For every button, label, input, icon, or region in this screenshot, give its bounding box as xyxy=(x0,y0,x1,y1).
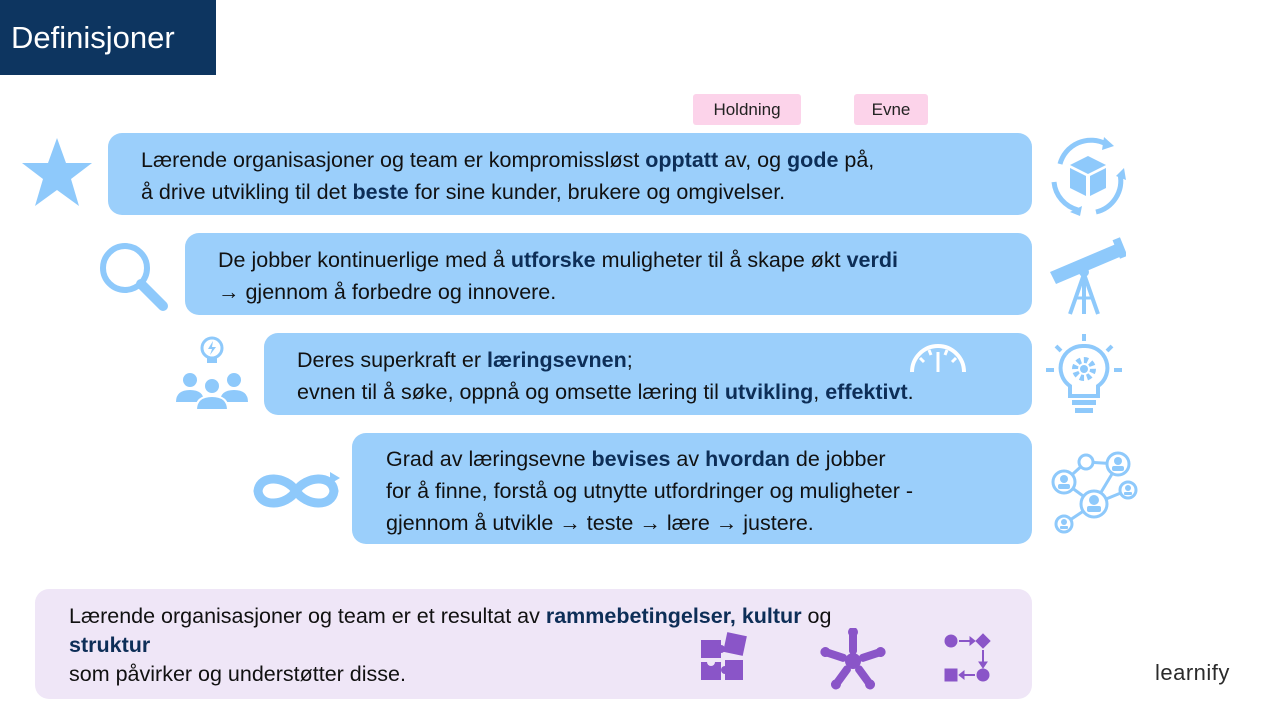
definition-2-line-2: → gjennom å forbedre og innovere. xyxy=(218,280,557,304)
telescope-icon xyxy=(1044,236,1126,316)
definition-2-line-1: De jobber kontinuerlige med å utforske muligheter til å skape økt verdi xyxy=(218,248,898,272)
conclusion-line-2: struktur xyxy=(69,633,151,657)
definition-box-2 xyxy=(185,233,1032,315)
lightbulb-gear-icon xyxy=(1044,332,1124,418)
definition-1-line-1: Lærende organisasjoner og team er kompromissløst opptatt av, og gode på, xyxy=(141,148,875,172)
star-icon xyxy=(20,136,94,210)
definition-3-line-1: Deres superkraft er læringsevnen; xyxy=(297,348,633,372)
tag-evne: Evne xyxy=(854,94,928,125)
definition-1-line-2: å drive utvikling til det beste for sine kunder, brukere og omgivelser. xyxy=(141,180,786,204)
tag-holdning: Holdning xyxy=(693,94,801,125)
definition-4-line-1: Grad av læringsevne bevises av hvordan de jobber xyxy=(386,447,886,471)
definition-4-line-3: gjennom å utvikle → teste → lære → justere. xyxy=(386,511,814,535)
network-people-icon xyxy=(1044,450,1140,536)
process-flow-icon xyxy=(943,632,993,684)
learnify-logo: learnify xyxy=(1155,660,1230,685)
magnifier-icon xyxy=(97,240,169,312)
conclusion-line-1: Lærende organisasjoner og team er et resultat av rammebetingelser, kultur og xyxy=(69,604,832,628)
definition-box-1 xyxy=(108,133,1032,215)
infinity-icon xyxy=(250,466,342,516)
gauge-icon xyxy=(908,338,968,376)
conclusion-line-3: som påvirker og understøtter disse. xyxy=(69,662,406,686)
box-cycle-icon xyxy=(1046,134,1130,218)
definition-4-line-2: for å finne, forstå og utnytte utfordringer og muligheter - xyxy=(386,479,914,503)
page-title: Definisjoner xyxy=(0,0,216,75)
hands-together-icon xyxy=(820,628,886,694)
definition-box-4 xyxy=(352,433,1032,544)
puzzle-icon xyxy=(699,632,749,682)
definition-3-line-2: evnen til å søke, oppnå og omsette læring til utvikling, effektivt. xyxy=(297,380,914,404)
team-idea-icon xyxy=(172,334,252,410)
